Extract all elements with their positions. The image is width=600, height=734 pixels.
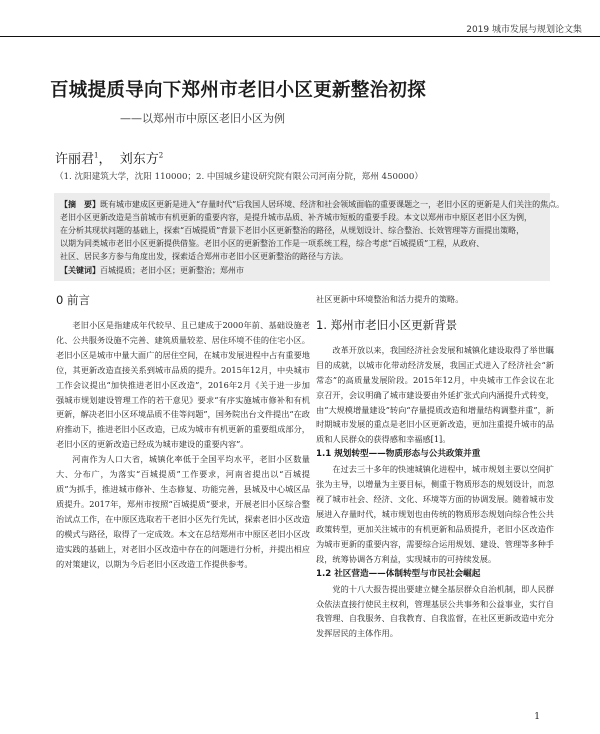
left-column	[56, 292, 310, 571]
section-heading: 1. 郑州市老旧小区更新背景	[316, 317, 458, 332]
keywords-label: 【关键词】	[60, 265, 100, 275]
body-paragraph: 在过去三十多年的快速城镇化进程中，城市规划主要以空间扩张为主导，以增量为主要目标，侧重于物质形态的规划设计，而忽视了城市社会、经济、文化、环境等方面的协调发展。随着城市发展进入存量时代，城市规划也由传统的物质形态规划向综合性公共政策转型，更加关注城市的有机更新和品质提升，老旧小区改造作为城市更新的重要内容，需要综合运用规划、建设、管理等多种手段，统筹协调各方利益，实现城市的可持续发展。	[316, 464, 554, 564]
body-paragraph: 改革开放以来，我国经济社会发展和城镇化建设取得了举世瞩目的成就，以城市化带动经济发展，我国正式进入了经济社会“新常态”的高质量发展阶段。2015年12月，中央城市工作会议在北京召开，会议明确了城市建设要由外延扩张式向内涵提升式转变，由“大规模增量建设”转向“存量提质改造和增量结构调整并重”，新时期城市发展的重点是老旧小区更新改造，更加注重提升城市的品质和人民群众的获得感和幸福感[1]。	[316, 344, 554, 445]
body-paragraph: 党的十八大报告提出要建立健全基层群众自治机制，即人民群众依法直接行使民主权利，管理基层公共事务和公益事业，实行自我管理、自我服务、自我教育、自我监督，在社区更新改造中充分发挥居民的主体作用。	[316, 583, 554, 639]
subsection-heading: 1.2 社区营造——体制转型与市民社会崛起	[316, 568, 481, 579]
abstract-line: 老旧小区更新改造是当前城市有机更新的重要内容，是提升城市品质、补齐城市短板的重要手段。本文以郑州市中原区老旧小区为例，	[60, 213, 532, 222]
right-column	[316, 292, 554, 641]
abstract-line: 【摘 要】既有城市建成区更新是进入“存量时代”后我国人居环境、经济和社会领域面临的重要课题之一，老旧小区的更新是人们关注的焦点。	[60, 199, 565, 209]
author-affil-mark: 1	[94, 151, 99, 160]
abstract-line: 社区、居民多方参与角度出发，探索适合郑州市老旧小区更新整治的路径与方法。	[60, 252, 348, 261]
author-name: 许丽君	[55, 152, 95, 167]
author-affil-mark: 2	[158, 151, 164, 160]
header-rule	[0, 36, 600, 37]
keywords: 百城提质；老旧小区；更新整治；郑州市	[100, 266, 244, 275]
running-head: 2019 城市发展与规划论文集	[466, 25, 582, 35]
article-title: 百城提质导向下郑州市老旧小区更新整治初探	[50, 80, 427, 101]
section-heading: 0 前言	[56, 293, 90, 307]
author-line: 许丽君$^1$， 刘东方$^2$	[55, 151, 164, 167]
body-paragraph: 老旧小区是指建成年代较早、且已建成于2000年前、基础设施老化、公共服务设施不完善、建筑质量较差、居住环境不佳的住宅小区。老旧小区是城市中量大面广的居住空间，在城市发展进程中占有重要地位，其更新改造直接关系到城市品质的提升。2015年12月，中央城市工作会议提出“加快推进老旧小区改造”，2016年2月《关于进一步加强城市规划建设管理工作的若干意见》要求“有序实施城市修补和有机更新，解决老旧小区环境品质不佳等问题”，国务院出台文件提出“在政府推动下，推进老旧小区改造，已成为城市有机更新的重要组成部分，老旧小区的更新改造已经成为城市建设的重要内容”。	[56, 320, 310, 450]
article-subtitle: ——以郑州市中原区老旧小区为例	[120, 112, 285, 125]
body-paragraph: 河南作为人口大省，城镇化率低于全国平均水平，老旧小区数量大、分布广，为落实“百城提质”工作要求，河南省提出以“百城提质”为抓手，推进城市修补、生态修复、功能完善，县城及中心城区品质提升。2017年，郑州市按照“百城提质”要求，开展老旧小区综合整治试点工作，在中原区选取若干老旧小区先行先试，探索老旧小区改造的模式与路径，取得了一定成效。本文在总结郑州市中原区老旧小区改造实践的基础上，对老旧小区改造中存在的问题进行分析，并提出相应的对策建议，以期为今后老旧小区改造工作提供参考。	[56, 454, 310, 569]
abstract-label: 【摘 要】	[60, 199, 100, 209]
abstract-line: 以期为同类城市老旧小区更新提供借鉴。老旧小区的更新整治工作是一项系统工程，综合考虑“百城提质”工程，从政府、	[60, 239, 485, 248]
affiliation: （1. 沈阳建筑大学，沈阳 110000；2. 中国城乡建设研究院有限公司河南分院，郑州 450000）	[55, 172, 423, 182]
keywords-line	[60, 264, 544, 277]
author-name: 刘东方	[119, 152, 159, 167]
abstract-line: 在分析其现状问题的基础上，探索“百城提质”背景下老旧小区更新整治的路径，从规划设计、综合整治、长效管理等方面提出策略，	[60, 226, 525, 235]
page-number: 1	[534, 712, 540, 722]
subsection-heading: 1.1 规划转型——物质形态与公共政策并重	[316, 449, 481, 460]
body-paragraph: 社区更新中环境整治和活力提升的策略。	[316, 294, 464, 304]
